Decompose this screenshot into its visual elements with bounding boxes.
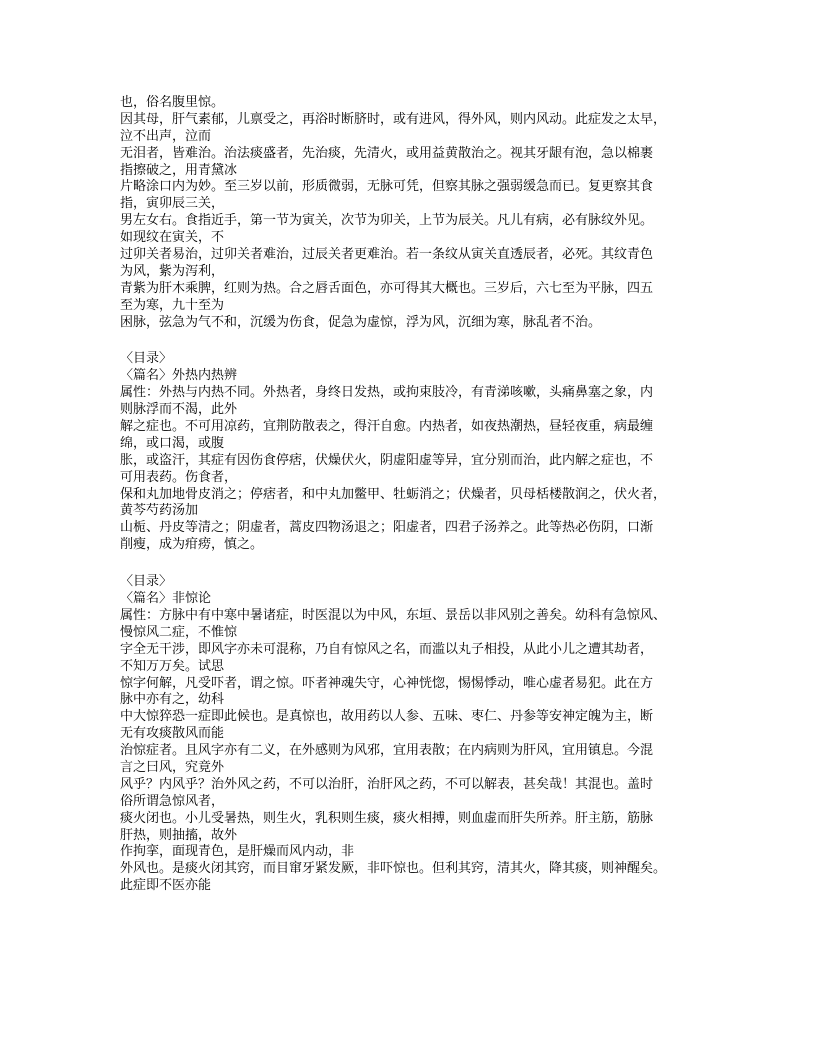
text-line: 泣不出声，泣而 — [120, 128, 212, 144]
text-line: 治惊症者。且风字亦有二义，在外感则为风邪，宜用表散；在内病则为肝风，宜用镇息。今混 — [120, 743, 654, 759]
text-line: 肝热，则抽搐，故外 — [120, 827, 238, 843]
text-line: 至为寒，九十至为 — [120, 297, 225, 313]
text-line: 不知万万矣。试思 — [120, 658, 225, 674]
text-line: 〈目录〉 — [120, 574, 173, 590]
text-line: 无泪者，皆难治。治法痰盛者，先治痰，先清火，或用益黄散治之。视其牙龈有泡，急以棉裹 — [120, 145, 654, 161]
text-line: 保和丸加地骨皮消之；停痞者，和中丸加鳖甲、牡蛎消之；伏燥者，贝母栝楼散润之，伏火者， — [120, 486, 667, 502]
text-line: 〈篇名〉非惊论 — [120, 591, 212, 607]
text-section — [120, 95, 710, 331]
text-line: 指擦破之，用青黛冰 — [120, 162, 238, 178]
text-section — [120, 574, 710, 895]
text-line: 属性：方脉中有中寒中暑诸症，时医混以为中风，东垣、景岳以非风别之善矣。幼科有急惊风、 — [120, 607, 667, 623]
text-line: 也，俗名腹里惊。 — [120, 95, 225, 110]
text-line: 山栀、丹皮等清之；阴虚者，蒿皮四物汤退之；阳虚者，四君子汤养之。此等热必伤阴，口渐 — [120, 520, 654, 536]
text-line: 因其母，肝气素郁，儿禀受之，再浴时断脐时，或有进风，得外风，则内风动。此症发之太早， — [120, 111, 667, 127]
text-line: 无有攻痰散风而能 — [120, 726, 225, 742]
text-line: 男左女右。食指近手，第一节为寅关，次节为卯关，上节为辰关。凡儿有病，必有脉纹外见。 — [120, 213, 654, 229]
text-line: 可用表药。伤食者， — [120, 469, 238, 485]
text-line: 片略涂口内为妙。至三岁以前，形质微弱，无脉可凭，但察其脉之强弱缓急而已。复更察其食 — [120, 179, 654, 195]
text-line: 慢惊风二症，不惟惊 — [120, 624, 238, 640]
text-line: 痰火闭也。小儿受暑热，则生火，乳积则生痰，痰火相搏，则血虚而肝失所养。肝主筋，筋脉 — [120, 810, 654, 826]
text-line: 指，寅卯辰三关， — [120, 196, 225, 212]
text-line: 黄芩芍药汤加 — [120, 503, 199, 519]
text-line: 如现纹在寅关，不 — [120, 230, 225, 246]
text-line: 胀，或盗汗，其症有因伤食停痞，伏燥伏火，阴虚阳虚等异，宜分别而治，此内解之症也，不 — [120, 452, 654, 468]
paragraph-gap — [120, 331, 710, 351]
text-line: 风乎？内风乎？治外风之药，不可以治肝，治肝风之药，不可以解表，甚矣哉！其混也。盖时 — [120, 776, 654, 792]
text-line: 此症即不医亦能 — [120, 878, 212, 894]
text-line: 惊字何解，凡受吓者，谓之惊。吓者神魂失守，心神恍惚，惕惕悸动，唯心虚者易犯。此在方 — [120, 675, 654, 691]
text-line: 言之曰风，究竟外 — [120, 759, 225, 775]
text-line: 则脉浮而不渴，此外 — [120, 402, 238, 418]
text-line: 外风也。是痰火闭其窍，而目窜牙紧发厥，非吓惊也。但利其窍，清其火，降其痰，则神醒矣。 — [120, 861, 667, 877]
text-line: 〈目录〉 — [120, 351, 173, 367]
text-line: 俗所谓急惊风者， — [120, 793, 225, 809]
text-line: 削瘦，成为疳痨，慎之。 — [120, 537, 264, 553]
text-line: 作拘挛，面现青色，是肝燥而风内动，非 — [120, 844, 355, 860]
paragraph-gap — [120, 554, 710, 574]
text-line: 脉中亦有之，幼科 — [120, 692, 225, 708]
text-section — [120, 351, 710, 554]
text-line: 字全无干涉，即风字亦未可混称，乃自有惊风之名，而滥以丸子相投，从此小儿之遭其劫者， — [120, 641, 654, 657]
text-line: 青紫为肝木乘脾，红则为热。合之唇舌面色，亦可得其大概也。三岁后，六七至为平脉，四五 — [120, 280, 654, 296]
text-line: 绵，或口渴，或腹 — [120, 435, 225, 451]
document-page — [120, 95, 710, 895]
text-line: 解之症也。不可用凉药，宜荆防散表之，得汗自愈。内热者，如夜热潮热，昼轻夜重，病最缠 — [120, 419, 654, 435]
text-line: 为风，紫为泻利， — [120, 263, 225, 279]
text-line: 过卯关者易治，过卯关者难治，过辰关者更难治。若一条纹从寅关直透辰者，必死。其纹青色 — [120, 247, 654, 263]
text-line: 〈篇名〉外热内热辨 — [120, 368, 238, 384]
text-line: 属性：外热与内热不同。外热者，身终日发热，或拘束肢冷，有青涕咳嗽，头痛鼻塞之象，内 — [120, 385, 654, 401]
text-line: 中大惊猝恐一症即此候也。是真惊也，故用药以人参、五味、枣仁、丹参等安神定魄为主，断 — [120, 709, 654, 725]
text-line: 困脉，弦急为气不和，沉缓为伤食，促急为虚惊，浮为风，沉细为寒，脉乱者不治。 — [120, 314, 602, 330]
